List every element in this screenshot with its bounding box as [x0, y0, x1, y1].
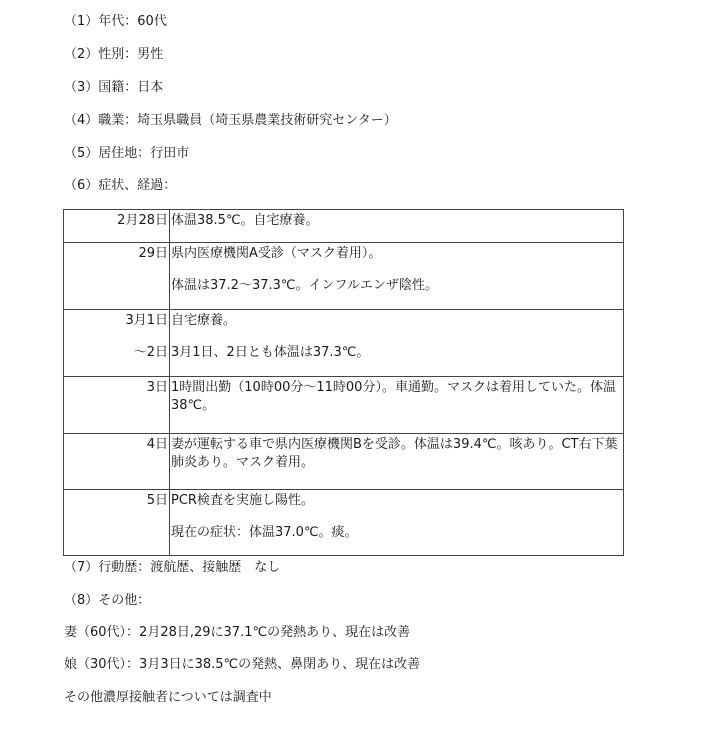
item-number: （7）	[64, 560, 99, 575]
item-text: 職業：埼玉県職員（埼玉県農業技術研究センター）	[98, 113, 397, 128]
symptom-timeline-table	[63, 209, 624, 556]
item-text: 居住地：行田市	[98, 146, 190, 161]
item-history	[64, 559, 280, 577]
item-residence	[64, 145, 189, 163]
date-text: 29日	[138, 246, 168, 261]
event-cell	[170, 243, 624, 310]
event-text: 妻が運転する車で県内医療機関Bを受診。体温は39.4℃。咳あり。CT右下葉肺炎あり。マスク着用。	[171, 437, 618, 470]
item-number: （8）	[64, 593, 99, 608]
item-text: 症状、経過：	[98, 178, 177, 193]
event-text-secondary: 現在の症状：体温37.0℃。痰。	[171, 525, 358, 540]
table-row	[64, 243, 624, 310]
event-cell	[170, 490, 624, 556]
item-symptoms-heading	[64, 177, 176, 195]
event-cell	[170, 310, 624, 377]
table-row	[64, 434, 624, 490]
date-text: 3日	[146, 380, 168, 395]
item-text: 年代：60代	[98, 14, 167, 29]
note-daughter: 娘（30代）：3月3日に38.5℃の発熱、鼻閉あり、現在は改善	[64, 657, 421, 672]
date-cell	[64, 210, 170, 243]
event-text: 1時間出勤（10時00分～11時00分）。車通勤。マスクは着用していた。体温38℃。	[171, 380, 616, 413]
event-cell	[170, 210, 624, 243]
item-text: 行動歴：渡航歴、接触歴 なし	[98, 560, 281, 575]
date-cell	[64, 434, 170, 490]
item-other-heading	[64, 592, 150, 610]
date-text: 2月28日	[117, 213, 168, 228]
item-number: （6）	[64, 178, 99, 193]
date-cell	[64, 377, 170, 434]
event-cell	[170, 377, 624, 434]
date-text-secondary: ～2日	[133, 345, 168, 360]
item-text: その他：	[98, 593, 151, 608]
note-wife: 妻（60代）：2月28日,29に37.1℃の発熱あり、現在は改善	[64, 625, 411, 640]
item-occupation	[64, 112, 397, 130]
item-number: （1）	[64, 14, 99, 29]
item-nationality	[64, 79, 163, 97]
note-other-contacts: その他濃厚接触者については調査中	[64, 690, 272, 705]
item-number: （5）	[64, 146, 99, 161]
event-text: 県内医療機関A受診（マスク着用）。	[171, 246, 382, 261]
event-text: 体温38.5℃。自宅療養。	[171, 213, 319, 228]
item-sex	[64, 46, 163, 64]
event-cell	[170, 434, 624, 490]
date-cell	[64, 490, 170, 556]
event-text-secondary: 体温は37.2～37.3℃。インフルエンザ陰性。	[171, 278, 438, 293]
event-text-secondary: 3月1日、2日とも体温は37.3℃。	[171, 345, 370, 360]
item-number: （4）	[64, 113, 99, 128]
item-number: （3）	[64, 80, 99, 95]
table-row	[64, 310, 624, 377]
table-row	[64, 210, 624, 243]
item-number: （2）	[64, 47, 99, 62]
event-text: 自宅療養。	[171, 313, 237, 328]
event-text: PCR検査を実施し陽性。	[171, 493, 314, 508]
item-age	[64, 13, 167, 31]
date-text: 5日	[146, 493, 168, 508]
date-text: 4日	[146, 437, 168, 452]
item-text: 性別：男性	[98, 47, 164, 62]
date-cell	[64, 310, 170, 377]
table-row	[64, 377, 624, 434]
table-row	[64, 490, 624, 556]
date-text: 3月1日	[125, 313, 168, 328]
item-text: 国籍：日本	[98, 80, 164, 95]
date-cell	[64, 243, 170, 310]
